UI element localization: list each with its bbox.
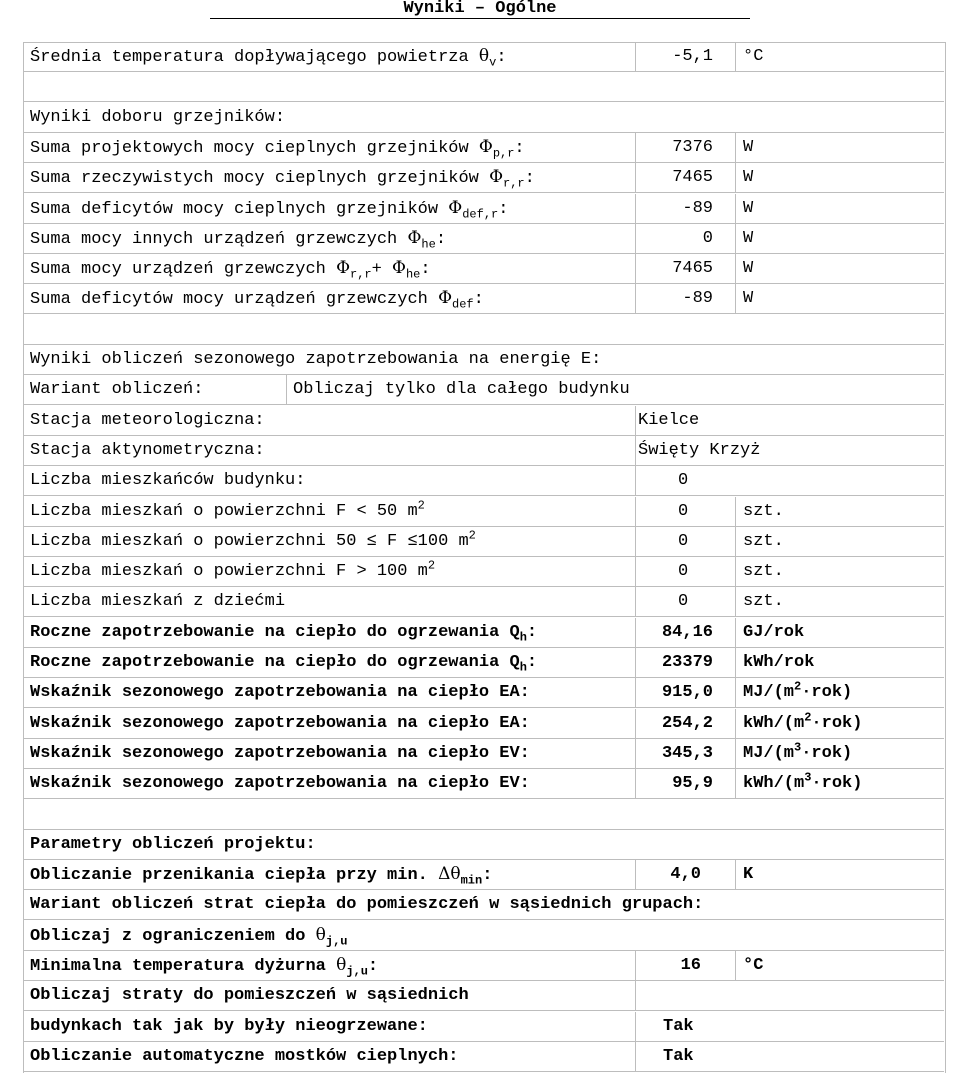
row-value: -89 [682, 198, 713, 218]
row-value: 0 [702, 228, 713, 248]
row-label: Liczba mieszkań z dziećmi [30, 592, 286, 612]
act-station-row [23, 436, 944, 466]
row-value: 915,0 [661, 683, 713, 703]
residents-row [23, 466, 944, 496]
row-value: 0 [678, 562, 689, 582]
losses-row-1 [23, 981, 944, 1011]
column-divider [735, 254, 736, 283]
avg-temp-label: Średnia temperatura dopływającego powietrza $\theta_v$: [30, 46, 507, 70]
residents-value: 0 [678, 471, 689, 491]
column-divider [735, 42, 736, 71]
row-unit: W [743, 168, 754, 188]
row-value: 7465 [672, 259, 713, 279]
row-unit: W [743, 259, 754, 279]
column-divider [735, 860, 736, 889]
row-label: Liczba mieszkań o powierzchni F > 100 $m^2$ [30, 558, 436, 582]
column-divider [635, 1012, 636, 1041]
column-divider [735, 163, 736, 192]
params-heading [23, 830, 944, 860]
row-unit: W [743, 198, 754, 218]
row-label: Wskaźnik sezonowego zapotrzebowania na ciepło EV: [30, 774, 530, 794]
section-heading: Wyniki obliczeń sezonowego zapotrzebowania na energię E: [30, 350, 602, 369]
column-divider [735, 769, 736, 798]
row-unit: szt. [743, 592, 784, 612]
radiator-row [23, 224, 944, 254]
variant-row [23, 375, 944, 405]
row-unit: szt. [743, 501, 784, 521]
row-label: Liczba mieszkań o powierzchni F < 50 $m^2$ [30, 497, 425, 521]
min-temp-label: Minimalna temperatura dyżurna $\theta_{j,u}$: [30, 955, 379, 979]
row-unit: W [743, 137, 754, 157]
radiators-heading [23, 103, 944, 133]
row-unit: $MJ/(m^3\cdot rok)$ [743, 740, 853, 763]
column-divider [635, 436, 636, 465]
blank-row [23, 800, 944, 830]
limit-label: Obliczaj z ograniczeniem do $\theta_{j,u}$ [30, 924, 348, 949]
row-label: Suma mocy urządzeń grzewczych $\Phi_{r,r}+ \Phi_{he}$: [30, 258, 431, 282]
column-divider [735, 557, 736, 586]
count-row [23, 557, 944, 587]
row-value: -89 [682, 289, 713, 309]
column-divider [735, 224, 736, 253]
row-value: 0 [678, 501, 689, 521]
column-divider [735, 527, 736, 556]
row-value: 345,3 [661, 743, 713, 763]
dtheta-label: Obliczanie przenikania ciepła przy min. $\Delta\theta_{min}$: [30, 864, 493, 888]
limit-row [23, 921, 944, 951]
row-label: Wskaźnik sezonowego zapotrzebowania na ciepło EV: [30, 743, 530, 763]
radiator-row [23, 133, 944, 163]
min-temp-value: 16 [680, 956, 701, 975]
count-row [23, 527, 944, 557]
demand-row [23, 739, 944, 769]
column-divider [635, 497, 636, 526]
avg-temp-row [23, 42, 944, 72]
row-value: 7376 [672, 137, 713, 157]
radiator-row [23, 163, 944, 193]
column-divider [735, 618, 736, 647]
blank-row [23, 315, 944, 345]
min-temp-unit: °C [743, 956, 764, 975]
column-divider [735, 951, 736, 980]
row-value: 84,16 [661, 622, 713, 642]
row-value: 95,9 [672, 774, 713, 794]
column-divider [635, 587, 636, 616]
act-station-value: Święty Krzyż [638, 440, 761, 460]
section-heading: Wyniki doboru grzejników: [30, 107, 286, 127]
demand-row [23, 709, 944, 739]
row-label: Suma projektowych mocy cieplnych grzejników $\Phi_{p,r}$: [30, 136, 525, 161]
count-row [23, 497, 944, 527]
row-label: Suma deficytów mocy cieplnych grzejników $\Phi_{def,r}$: [30, 197, 509, 221]
residents-label: Liczba mieszkańców budynku: [30, 471, 306, 491]
page-title: Wyniki – Ogólne [0, 0, 960, 22]
column-divider [735, 709, 736, 738]
variant-value: Obliczaj tylko dla całego budynku [293, 380, 630, 400]
demand-row [23, 618, 944, 648]
dtheta-row [23, 860, 944, 890]
column-divider [286, 375, 287, 404]
radiator-row [23, 194, 944, 224]
demand-row [23, 769, 944, 799]
row-value: 7465 [672, 168, 713, 188]
row-label: Roczne zapotrzebowanie na ciepło do ogrzewania $Q_h$: [30, 622, 538, 645]
avg-temp-value: -5,1 [672, 47, 713, 66]
row-label: Wskaźnik sezonowego zapotrzebowania na ciepło EA: [30, 713, 530, 733]
row-unit: kWh/rok [743, 653, 815, 672]
column-divider [735, 648, 736, 677]
column-divider [735, 194, 736, 223]
bridges-row [23, 1042, 944, 1072]
radiator-row [23, 284, 944, 314]
row-unit: $MJ/(m^2\cdot rok)$ [743, 679, 853, 703]
radiator-row [23, 254, 944, 284]
variant-heading: Wariant obliczeń strat ciepła do pomieszczeń w sąsiednich grupach: [30, 895, 704, 915]
row-label: Liczba mieszkań o powierzchni 50 ≤ F ≤100 $m^2$ [30, 528, 476, 551]
column-divider [635, 406, 636, 435]
met-station-value: Kielce [638, 410, 700, 430]
column-divider [635, 527, 636, 556]
row-value: 0 [678, 531, 689, 551]
column-divider [735, 678, 736, 707]
demand-row [23, 678, 944, 708]
row-unit: szt. [743, 531, 784, 551]
row-value: 23379 [661, 653, 713, 672]
losses-value: Tak [663, 1016, 694, 1036]
blank-row [23, 72, 944, 102]
dtheta-value: 4,0 [670, 865, 701, 885]
column-divider [635, 466, 636, 495]
losses-label: Obliczaj straty do pomieszczeń w sąsiednich [30, 986, 469, 1006]
section-heading: Parametry obliczeń projektu: [30, 834, 316, 854]
column-divider [735, 133, 736, 162]
losses-row-2 [23, 1012, 944, 1042]
column-divider [635, 981, 636, 1010]
row-label: Wskaźnik sezonowego zapotrzebowania na ciepło EA: [30, 683, 530, 703]
seasonal-heading [23, 345, 944, 375]
bridges-value: Tak [663, 1046, 694, 1066]
avg-temp-unit: °C [743, 47, 764, 66]
row-unit: W [743, 228, 754, 248]
row-unit: kWh/$(m^2\cdot rok)$ [743, 709, 863, 733]
column-divider [735, 739, 736, 768]
column-divider [735, 284, 736, 313]
count-row [23, 587, 944, 617]
row-unit: kWh/$(m^3\cdot rok)$ [743, 770, 863, 794]
column-divider [635, 557, 636, 586]
dtheta-unit: K [743, 865, 754, 885]
row-label: Roczne zapotrzebowanie na ciepło do ogrzewania $Q_h$: [30, 653, 538, 675]
met-station-label: Stacja meteorologiczna: [30, 410, 265, 430]
losses-label: budynkach tak jak by były nieogrzewane: [30, 1016, 428, 1036]
variant-label: Wariant obliczeń: [30, 380, 204, 400]
row-label: Suma deficytów mocy urządzeń grzewczych $\Phi_{def}$: [30, 288, 484, 312]
row-value: 0 [678, 592, 689, 612]
act-station-label: Stacja aktynometryczna: [30, 440, 265, 460]
variant-heading-row [23, 890, 944, 920]
column-divider [735, 587, 736, 616]
row-unit: W [743, 289, 754, 309]
bridges-label: Obliczanie automatyczne mostków cieplnych: [30, 1046, 459, 1066]
row-label: Suma mocy innych urządzeń grzewczych $\Phi_{he}$: [30, 227, 447, 252]
row-unit: GJ/rok [743, 622, 805, 642]
min-temp-row [23, 951, 944, 981]
row-unit: szt. [743, 562, 784, 582]
met-station-row [23, 406, 944, 436]
column-divider [635, 1042, 636, 1071]
row-label: Suma rzeczywistych mocy cieplnych grzejników $\Phi_{r,r}$: [30, 167, 535, 191]
column-divider [735, 497, 736, 526]
demand-row [23, 648, 944, 678]
row-value: 254,2 [661, 713, 713, 733]
